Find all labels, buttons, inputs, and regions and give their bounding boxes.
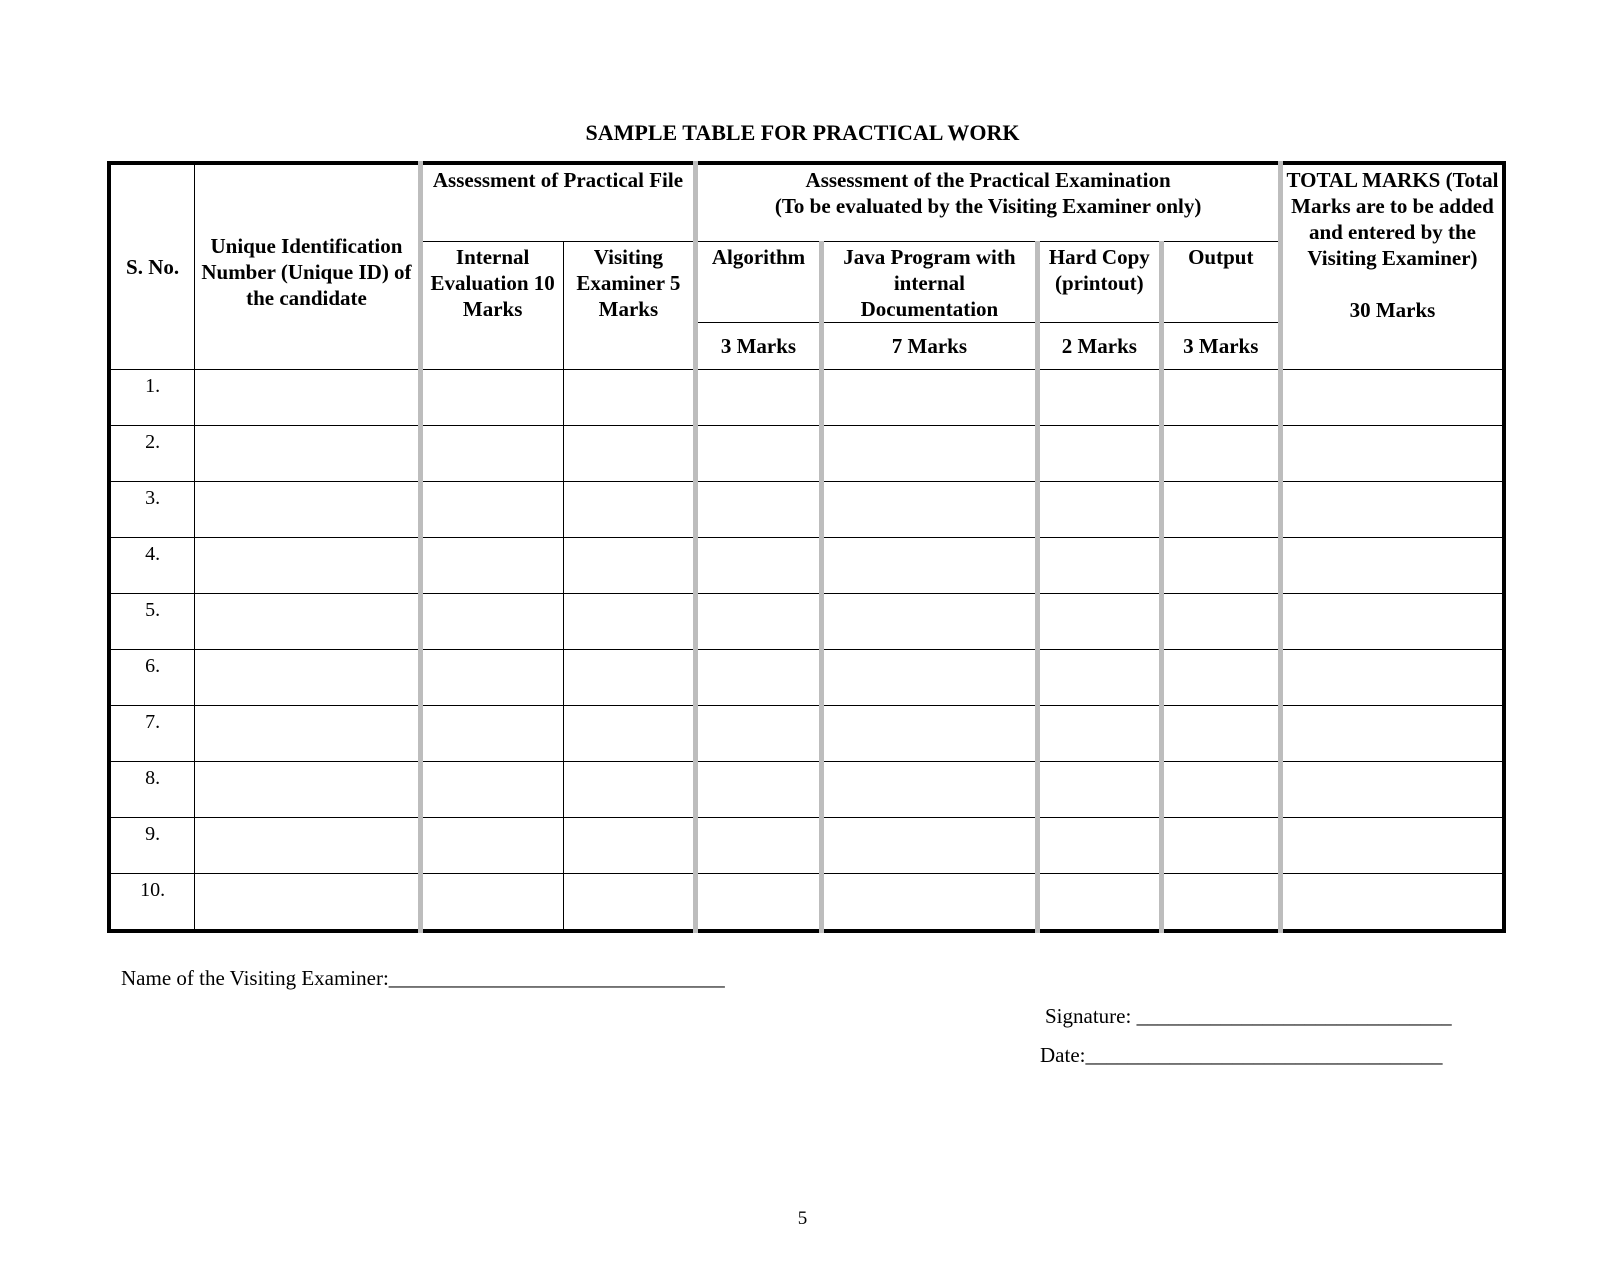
row-number: 3. (109, 481, 195, 537)
cell-uid[interactable] (195, 425, 421, 481)
cell-output[interactable] (1161, 369, 1280, 425)
row-number: 9. (109, 817, 195, 873)
cell-uid[interactable] (195, 593, 421, 649)
cell-algorithm[interactable] (696, 425, 822, 481)
cell-java[interactable] (821, 873, 1037, 931)
cell-visiting[interactable] (563, 593, 696, 649)
cell-java[interactable] (821, 425, 1037, 481)
cell-internal[interactable] (420, 705, 563, 761)
cell-algorithm[interactable] (696, 817, 822, 873)
practical-work-table (107, 161, 1506, 933)
signature-line: Signature: ______________________________ (1045, 1004, 1452, 1028)
cell-output[interactable] (1161, 705, 1280, 761)
cell-total[interactable] (1280, 817, 1504, 873)
cell-internal[interactable] (420, 649, 563, 705)
cell-hard-copy[interactable] (1038, 425, 1161, 481)
row-number: 7. (109, 705, 195, 761)
cell-hard-copy[interactable] (1038, 593, 1161, 649)
header-total-marks (1280, 163, 1504, 369)
row-number: 5. (109, 593, 195, 649)
cell-visiting[interactable] (563, 649, 696, 705)
cell-internal[interactable] (420, 425, 563, 481)
cell-algorithm[interactable] (696, 593, 822, 649)
cell-uid[interactable] (195, 369, 421, 425)
cell-visiting[interactable] (563, 537, 696, 593)
row-number: 4. (109, 537, 195, 593)
page-title: SAMPLE TABLE FOR PRACTICAL WORK (585, 120, 1020, 145)
cell-uid[interactable] (195, 817, 421, 873)
cell-output[interactable] (1161, 873, 1280, 931)
cell-hard-copy[interactable] (1038, 481, 1161, 537)
cell-internal[interactable] (420, 593, 563, 649)
table-row (109, 817, 1504, 873)
header-total-marks-label: TOTAL MARKS (Total Marks are to be added and entered by the Visiting Examiner) (1286, 168, 1499, 270)
row-number: 8. (109, 761, 195, 817)
cell-uid[interactable] (195, 481, 421, 537)
cell-java[interactable] (821, 649, 1037, 705)
cell-total[interactable] (1280, 761, 1504, 817)
cell-algorithm[interactable] (696, 761, 822, 817)
cell-hard-copy[interactable] (1038, 537, 1161, 593)
header-sno: S. No. (109, 163, 195, 369)
cell-total[interactable] (1280, 649, 1504, 705)
cell-hard-copy[interactable] (1038, 873, 1161, 931)
row-number: 2. (109, 425, 195, 481)
header-output: Output (1161, 241, 1280, 322)
cell-hard-copy[interactable] (1038, 705, 1161, 761)
hard-copy-marks: 2 Marks (1038, 322, 1161, 369)
cell-total[interactable] (1280, 481, 1504, 537)
table-row (109, 425, 1504, 481)
table-row (109, 705, 1504, 761)
table-row (109, 649, 1504, 705)
cell-output[interactable] (1161, 761, 1280, 817)
cell-visiting[interactable] (563, 705, 696, 761)
cell-uid[interactable] (195, 649, 421, 705)
cell-uid[interactable] (195, 537, 421, 593)
cell-visiting[interactable] (563, 425, 696, 481)
date-line: Date:__________________________________ (1040, 1043, 1443, 1067)
cell-total[interactable] (1280, 873, 1504, 931)
table-row (109, 593, 1504, 649)
cell-output[interactable] (1161, 649, 1280, 705)
cell-java[interactable] (821, 761, 1037, 817)
header-practical-exam-group (696, 163, 1281, 241)
cell-hard-copy[interactable] (1038, 817, 1161, 873)
cell-algorithm[interactable] (696, 481, 822, 537)
header-unique-id: Unique Identification Number (Unique ID) of the candidate (195, 163, 421, 369)
header-internal-evaluation: Internal Evaluation 10 Marks (420, 241, 563, 369)
examiner-name-line: Name of the Visiting Examiner:________________________________ (121, 966, 725, 990)
cell-visiting[interactable] (563, 873, 696, 931)
cell-uid[interactable] (195, 705, 421, 761)
cell-hard-copy[interactable] (1038, 649, 1161, 705)
cell-total[interactable] (1280, 369, 1504, 425)
cell-java[interactable] (821, 537, 1037, 593)
cell-algorithm[interactable] (696, 649, 822, 705)
cell-visiting[interactable] (563, 369, 696, 425)
cell-output[interactable] (1161, 593, 1280, 649)
cell-output[interactable] (1161, 817, 1280, 873)
cell-internal[interactable] (420, 761, 563, 817)
cell-algorithm[interactable] (696, 537, 822, 593)
output-marks: 3 Marks (1161, 322, 1280, 369)
cell-algorithm[interactable] (696, 369, 822, 425)
cell-uid[interactable] (195, 761, 421, 817)
cell-output[interactable] (1161, 481, 1280, 537)
cell-java[interactable] (821, 369, 1037, 425)
cell-total[interactable] (1280, 425, 1504, 481)
cell-internal[interactable] (420, 481, 563, 537)
cell-internal[interactable] (420, 873, 563, 931)
row-number: 10. (109, 873, 195, 931)
table-row (109, 481, 1504, 537)
cell-java[interactable] (821, 593, 1037, 649)
cell-uid[interactable] (195, 873, 421, 931)
page-number: 5 (797, 1208, 808, 1229)
cell-internal[interactable] (420, 369, 563, 425)
cell-output[interactable] (1161, 425, 1280, 481)
row-number: 1. (109, 369, 195, 425)
cell-hard-copy[interactable] (1038, 369, 1161, 425)
cell-hard-copy[interactable] (1038, 761, 1161, 817)
header-java-program: Java Program with internal Documentation (821, 241, 1037, 322)
cell-total[interactable] (1280, 593, 1504, 649)
row-number: 6. (109, 649, 195, 705)
header-total-marks-value: 30 Marks (1349, 298, 1436, 322)
table-row (109, 537, 1504, 593)
cell-internal[interactable] (420, 817, 563, 873)
header-algorithm: Algorithm (696, 241, 822, 322)
cell-total[interactable] (1280, 705, 1504, 761)
cell-visiting[interactable] (563, 817, 696, 873)
cell-visiting[interactable] (563, 761, 696, 817)
cell-java[interactable] (821, 481, 1037, 537)
java-marks: 7 Marks (821, 322, 1037, 369)
algorithm-marks: 3 Marks (696, 322, 822, 369)
cell-java[interactable] (821, 705, 1037, 761)
cell-java[interactable] (821, 817, 1037, 873)
cell-algorithm[interactable] (696, 873, 822, 931)
header-practical-exam-line2: (To be evaluated by the Visiting Examiner only) (774, 194, 1202, 218)
cell-internal[interactable] (420, 537, 563, 593)
cell-algorithm[interactable] (696, 705, 822, 761)
header-hard-copy: Hard Copy (printout) (1038, 241, 1161, 322)
header-practical-exam-line1: Assessment of the Practical Examination (805, 168, 1171, 192)
cell-output[interactable] (1161, 537, 1280, 593)
cell-visiting[interactable] (563, 481, 696, 537)
table-row (109, 873, 1504, 931)
header-practical-file-group: Assessment of Practical File (420, 163, 696, 241)
cell-total[interactable] (1280, 537, 1504, 593)
table-row (109, 761, 1504, 817)
table-row (109, 369, 1504, 425)
header-visiting-examiner: Visiting Examiner 5 Marks (563, 241, 696, 369)
